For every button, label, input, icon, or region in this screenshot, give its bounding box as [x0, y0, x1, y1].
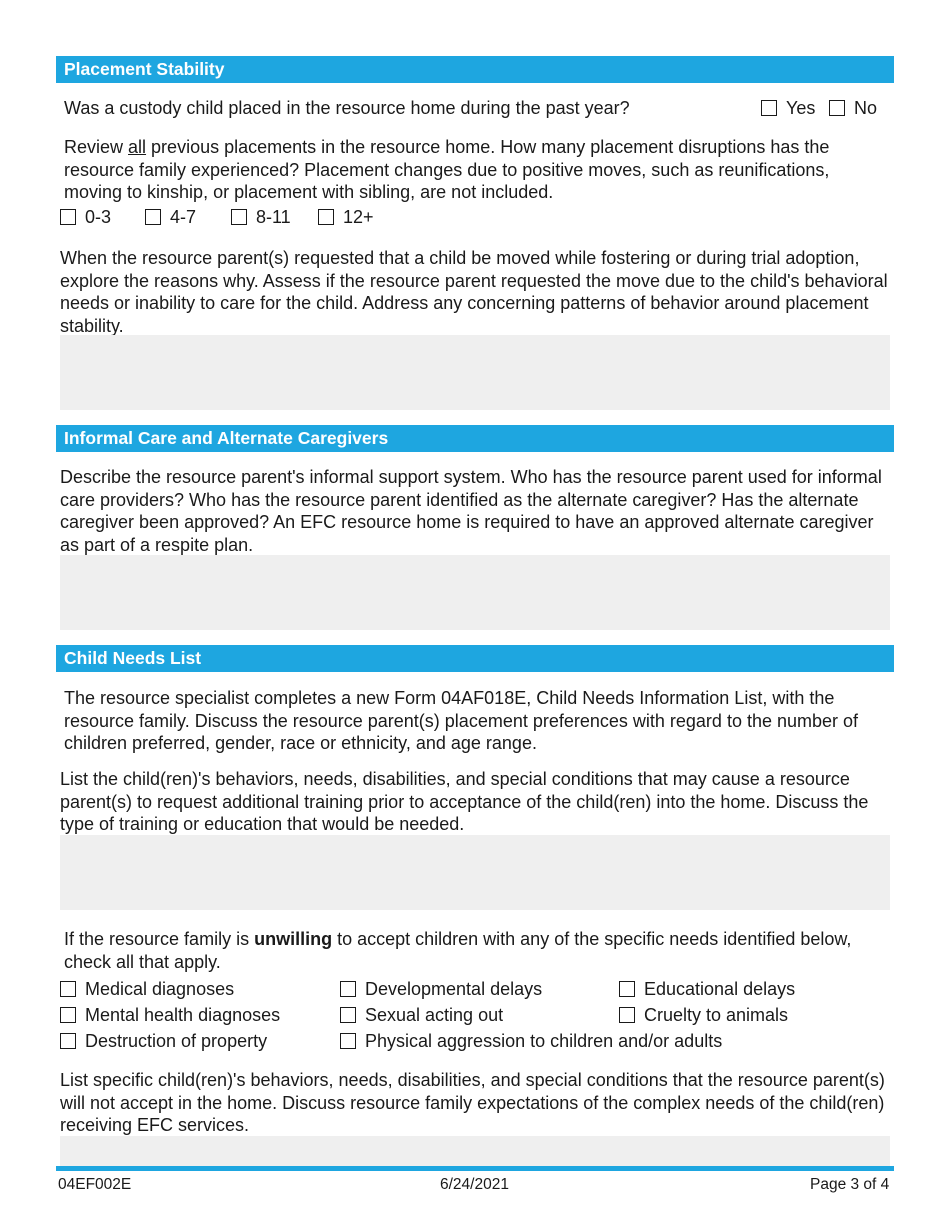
check-cruelty-to-animals[interactable]: Cruelty to animals — [619, 1004, 788, 1027]
range-checkbox[interactable] — [145, 209, 161, 225]
move-reasons-field[interactable] — [60, 335, 890, 410]
checkbox[interactable] — [340, 981, 356, 997]
check-medical-diagnoses[interactable]: Medical diagnoses — [60, 978, 234, 1001]
yes-checkbox[interactable] — [761, 100, 777, 116]
check-developmental-delays[interactable]: Developmental delays — [340, 978, 542, 1001]
unwilling-question: If the resource family is unwilling to accept children with any of the specific needs identified below, check all that apply. — [64, 929, 852, 972]
will-not-accept-field[interactable] — [60, 1136, 890, 1166]
checkbox[interactable] — [60, 981, 76, 997]
disruptions-question: Review all previous placements in the resource home. How many placement disruptions has the resource family experienced? Placement changes due to positive moves, such as reunifications, moving to kinship, or placement with sibling, are not included. — [64, 137, 830, 202]
checkbox[interactable] — [60, 1033, 76, 1049]
range-checkbox[interactable] — [318, 209, 334, 225]
checkbox[interactable] — [340, 1033, 356, 1049]
checkbox[interactable] — [619, 1007, 635, 1023]
training-field[interactable] — [60, 835, 890, 910]
check-sexual-acting-out[interactable]: Sexual acting out — [340, 1004, 503, 1027]
placement-stability-header: Placement Stability — [56, 56, 894, 83]
will-not-accept-question: List specific child(ren)'s behaviors, needs, disabilities, and special conditions that the resource parent(s) will not accept in the home. Discuss resource family expectations of the complex needs of the child(ren) receiving EFC services. — [60, 1070, 885, 1135]
informal-care-header: Informal Care and Alternate Caregivers — [56, 425, 894, 452]
range-option-0-3[interactable]: 0-3 — [60, 206, 111, 229]
check-mental-health[interactable]: Mental health diagnoses — [60, 1004, 280, 1027]
footer-divider — [56, 1166, 894, 1171]
informal-support-field[interactable] — [60, 555, 890, 630]
custody-question: Was a custody child placed in the resource home during the past year? — [64, 98, 630, 118]
range-option-4-7[interactable]: 4-7 — [145, 206, 196, 229]
range-option-8-11[interactable]: 8-11 — [231, 206, 291, 229]
check-physical-aggression[interactable]: Physical aggression to children and/or adults — [340, 1030, 722, 1053]
yes-option[interactable]: Yes — [761, 97, 815, 120]
training-question: List the child(ren)'s behaviors, needs, disabilities, and special conditions that may cause a resource parent(s) to request additional training prior to acceptance of the child(ren) into the home. Discuss the type of training or education that would be needed. — [60, 769, 869, 834]
range-option-12-plus[interactable]: 12+ — [318, 206, 374, 229]
range-checkbox[interactable] — [231, 209, 247, 225]
child-needs-header: Child Needs List — [56, 645, 894, 672]
no-option[interactable]: No — [829, 97, 877, 120]
form-id: 04EF002E — [58, 1176, 132, 1193]
form-date: 6/24/2021 — [440, 1176, 509, 1193]
checkbox[interactable] — [340, 1007, 356, 1023]
range-checkbox[interactable] — [60, 209, 76, 225]
check-educational-delays[interactable]: Educational delays — [619, 978, 795, 1001]
move-reasons-question: When the resource parent(s) requested that a child be moved while fostering or during trial adoption, explore the reasons why. Assess if the resource parent requested the move due to the child's behavioral needs or inability to care for the child. Address any concerning patterns of behavior around placement stability. — [60, 248, 888, 336]
checkbox[interactable] — [619, 981, 635, 997]
child-needs-intro: The resource specialist completes a new Form 04AF018E, Child Needs Information List, with the resource family. Discuss the resource parent(s) placement preferences with regard to the number of children preferred, gender, race or ethnicity, and age range. — [64, 688, 859, 753]
page-number: Page 3 of 4 — [810, 1176, 890, 1193]
checkbox[interactable] — [60, 1007, 76, 1023]
informal-support-question: Describe the resource parent's informal support system. Who has the resource parent used for informal care providers? Who has the resource parent identified as the alternate caregiver? Has the alternate caregiver been approved? An EFC resource home is required to have an approved alternate caregiver as part of a respite plan. — [60, 467, 882, 555]
no-checkbox[interactable] — [829, 100, 845, 116]
check-destruction-of-property[interactable]: Destruction of property — [60, 1030, 267, 1053]
